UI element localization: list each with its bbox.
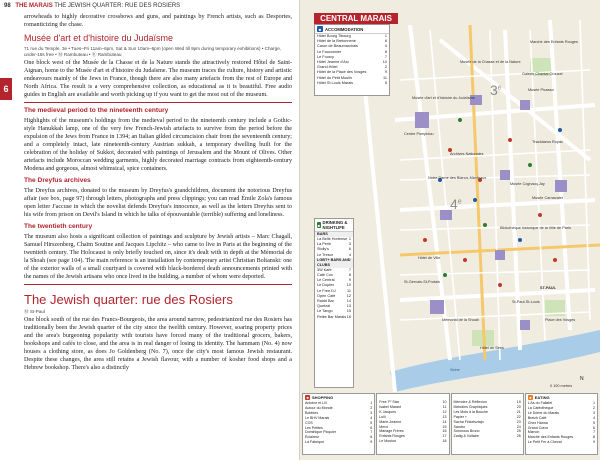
legend-entry-number: 4 bbox=[348, 252, 351, 257]
legend-entry-number: 16 bbox=[442, 429, 447, 434]
legend-entry-number: 23 bbox=[516, 419, 521, 424]
legend-entry-number: 4 bbox=[593, 415, 595, 420]
legend-entry-name: Miznon bbox=[527, 430, 540, 435]
legend-entry-number: 5 bbox=[593, 420, 595, 425]
legend-entry-number: 8 bbox=[384, 49, 387, 54]
legend-entry-number: 11 bbox=[383, 75, 387, 80]
lgbt-bar-entry bbox=[315, 315, 353, 320]
legend-shopping-header: SHOPPING bbox=[312, 395, 334, 400]
label-seine: Seine bbox=[450, 368, 460, 372]
legend-entry-number: 3 bbox=[370, 410, 373, 415]
legend-entry-name: Bobbies bbox=[305, 410, 318, 415]
legend-entry-number: 19 bbox=[516, 400, 521, 404]
legend-entry-name: La Belle Hortense bbox=[317, 237, 348, 241]
legend-entry-name: Quetzal bbox=[317, 304, 331, 309]
legend-shopping-2 bbox=[376, 393, 449, 455]
legend-eating bbox=[525, 393, 598, 455]
legend-entry-number: 6 bbox=[370, 425, 373, 430]
legend-entry-number: 8 bbox=[370, 435, 373, 440]
legend-entry-name: La Fabrique bbox=[305, 440, 325, 445]
quarter-text: One block south of the rue des Francs-Bourgeois, the area around narrow, pedestrianized rue des Rosiers has traditionally been the Jewish quarter of the city since the twelfth century. However, soaring property prices and the area's burgeoning popularity with tourists have forced many of the traditional grocers, bakers, bookshops and cafés to close, and the area is in real danger of losing its identity. The hammam (No. 4) now houses a clothing store, as does Jo Goldenberg (No. 7), once the city's most famous Jewish restaurant. Despite these changes, the area still retains a Jewish flavour, with a number of kosher food shops and a Hebrew bookshop. There's also a distinctly bbox=[24, 317, 292, 372]
label-cognacq: Musée Cognacq-Jay bbox=[510, 182, 545, 186]
legend-entry-number: 10 bbox=[382, 60, 387, 65]
legend-entry-name: Breizh Café bbox=[527, 415, 547, 420]
legend-entry-name: Sacha Finkelsztajn bbox=[453, 419, 484, 424]
bottom-legend bbox=[302, 393, 598, 455]
arrondissement-3: 3e bbox=[490, 82, 502, 98]
legend-entry-number: 12 bbox=[442, 409, 447, 414]
legend-entry-number: 1 bbox=[593, 401, 595, 405]
medieval-heading: The medieval period to the nineteenth century bbox=[24, 107, 169, 115]
label-notre-dame: Notre-Dame des Blancs-Manteaux bbox=[428, 176, 487, 180]
museum-info: 71 rue du Temple, 3e • Tues–Fri 11am–6pm, Sat & Sun 10am–6pm (open Wed till 9pm during temporary exhibitions) • Charge, under-18s free • Ⓜ Rambuteau • Ⓡ Rambuteau bbox=[24, 45, 282, 57]
legend-entry-name: Sandro bbox=[453, 424, 466, 429]
legend-entry-number: 1 bbox=[384, 34, 387, 38]
shopping-entry bbox=[452, 434, 523, 439]
legend-entry-number: 7 bbox=[348, 267, 351, 272]
legend-shopping-3 bbox=[451, 393, 524, 455]
glass-icon: ■ bbox=[317, 222, 320, 228]
label-hotel-de-ville: Hôtel de Ville bbox=[418, 256, 441, 260]
legend-entry-number: 14 bbox=[442, 419, 447, 424]
legend-entry-name: K Jacques bbox=[379, 409, 397, 414]
label-bibliotheque: Bibliothèque historique de la Ville de Paris bbox=[500, 226, 571, 230]
legend-entry-number: 22 bbox=[516, 414, 521, 419]
legend-entry-name: Sonorous Bruno bbox=[453, 429, 480, 434]
legend-entry-name: Dominique Picquier bbox=[305, 430, 337, 435]
legend-entry-name: Café Cox bbox=[317, 273, 333, 278]
legend-entry-number: 7 bbox=[384, 54, 387, 59]
legend-entry-number: 1 bbox=[370, 401, 373, 405]
label-centre-pompidou: Centre Pompidou bbox=[404, 132, 434, 136]
legend-entry-number: 4 bbox=[370, 415, 373, 420]
legend-entry-number: 9 bbox=[384, 70, 387, 75]
legend-entry-name: Grand Cœur bbox=[527, 425, 548, 430]
legend-entry-name: Le Mouton bbox=[379, 439, 397, 444]
divider bbox=[24, 284, 292, 285]
legend-entry-name: Marché des Enfants Rouges bbox=[527, 435, 574, 440]
bed-icon: ■ bbox=[318, 26, 322, 32]
legend-entry-number: 13 bbox=[346, 304, 351, 309]
legend-entry-number: 17 bbox=[442, 434, 447, 439]
legend-entry-name: Le Central bbox=[317, 278, 335, 283]
legend-accommodation-header: ACCOMMODATION bbox=[325, 26, 364, 32]
label-memorial: Mémorial de la Shoah bbox=[442, 318, 479, 322]
legend-entry-number: 15 bbox=[346, 309, 351, 314]
legend-entry-name: Mémoire & Réflexion bbox=[453, 400, 487, 404]
legend-entry-name: Hôtel de la Place des Vosges bbox=[317, 70, 367, 75]
legend-entry-name: Mariage Frères bbox=[379, 429, 404, 434]
label-musee-picasso: Musée Picasso bbox=[528, 88, 554, 92]
legend-entry-name: Hôtel Bourg Tibourg bbox=[317, 34, 351, 38]
chapter-tab: 6 bbox=[0, 78, 12, 100]
legend-entry-number: 8 bbox=[348, 273, 351, 278]
label-enfants-rouges: Marché des Enfants Rouges bbox=[530, 40, 578, 44]
label-musee-chasse: Musée de la Chasse et de la Nature bbox=[460, 60, 521, 64]
legend-entry-name: Melodies Graphiques bbox=[453, 404, 488, 409]
legend-entry-number: 9 bbox=[348, 278, 351, 283]
legend-entry-name: Hôtel St Louis Marais bbox=[317, 80, 354, 85]
label-archives: Archives Nationales bbox=[450, 152, 484, 156]
legend-entry-name: Papier + bbox=[453, 414, 467, 419]
museum-intro: One block west of the Musée de la Chasse et de la Nature stands the attractively restored Hôtel de Saint-Aignan, home to the Musée d'art et d'histoire du Judaïsme. The museum traces the culture, history and artistic endeavours mainly of the Jews in France, though there are also many artefacts from the rest of Europe and North Africa. The result is a very comprehensive collection, as educational as it is beautiful. Free audio guides in English are available and worth picking up if you want to get the most out of the museum. bbox=[24, 60, 292, 99]
legend-entry-name: L'As du Fallafel bbox=[527, 401, 553, 405]
legend-entry-number: 18 bbox=[442, 439, 447, 444]
legend-entry-number: 10 bbox=[442, 400, 447, 404]
legend-entry-name: Le Fauconnier bbox=[317, 49, 342, 54]
legend-entry-name: Lulli bbox=[379, 414, 386, 419]
twentieth-heading: The twentieth century bbox=[24, 222, 93, 230]
legend-entry-name: Le Tango bbox=[317, 309, 333, 314]
accommodation-entry bbox=[315, 81, 389, 86]
map-scale: 0 100 metres bbox=[550, 384, 573, 388]
legend-entry-name: Les Petites bbox=[305, 425, 323, 430]
museum-heading: Musée d'art et d'histoire du Judaïsme bbox=[24, 33, 174, 44]
legend-entry-number: 11 bbox=[442, 404, 447, 409]
legend-entry-name: Isabel Marant bbox=[379, 404, 402, 409]
legend-entry-number: 5 bbox=[370, 420, 373, 425]
bag-icon: ■ bbox=[306, 395, 309, 400]
legend-lgbt-sub: LGBT+ BARS AND CLUBS bbox=[315, 258, 353, 268]
legend-accommodation bbox=[314, 24, 390, 96]
legend-entry-name: Autour du Monde bbox=[305, 405, 333, 410]
intro-paragraph: arrowheads to highly decorative crossbows and guns, and paintings by French artists, such as Desportes, romanticizing the chase. bbox=[24, 14, 292, 29]
legend-entry-number: 14 bbox=[346, 299, 351, 304]
legend-entry-name: Les Mots à la Bouche bbox=[453, 409, 489, 414]
legend-entry-number: 6 bbox=[384, 39, 387, 44]
section-title: THE MARAIS bbox=[15, 3, 53, 9]
legend-entry-number: 7 bbox=[593, 430, 595, 435]
legend-entry-name: Le Petit Fer à Cheval bbox=[527, 440, 562, 445]
label-st-gervais: St-Gervais-St-Protais bbox=[404, 280, 440, 284]
legend-entry-name: Free 'P' Star bbox=[379, 400, 399, 404]
label-carnavalet: Musée Carnavalet bbox=[532, 196, 563, 200]
shopping-entry bbox=[377, 439, 448, 444]
legend-entry-name: COS bbox=[305, 420, 313, 425]
legend-entry-number: 2 bbox=[593, 405, 595, 410]
legend-eating-header: EATING bbox=[534, 395, 550, 400]
legend-entry-name: Caron de Beaumarchais bbox=[317, 44, 358, 49]
map-title: CENTRAL MARAIS bbox=[314, 13, 398, 24]
legend-entry-name: Hôtel du Petit Moulin bbox=[317, 75, 353, 80]
legend-entry-number: 15 bbox=[442, 424, 447, 429]
fork-knife-icon: ■ bbox=[529, 395, 532, 400]
legend-entry-name: Petite Bar Marais bbox=[317, 314, 347, 319]
legend-entry-name: Éclaireur bbox=[305, 435, 320, 440]
legend-entry-name: Raidd Bar bbox=[317, 299, 334, 304]
legend-entry-number: 6 bbox=[348, 247, 351, 252]
eating-entry bbox=[526, 440, 597, 445]
twentieth-text: The museum also hosts a significant collection of paintings and sculpture by Jewish artists – Marc Chagall, Samuel Hirszenberg, Chaïm Soutine and Jacques Lipchitz – who came to live in Paris at the beginning of the twentieth century. The Holocaust is only briefly touched on, since it's dealt with in depth at the Mémorial de la Shoah (see page 104). The main reference is an installation by contemporary artist Christian Boltanski: one of the exterior walls of a small courtyard is covered with black-bordered death announcements printed with the names of the Jewish artisans who once lived in the building, a number of whom were deported. bbox=[24, 233, 292, 280]
legend-entry-number: 2 bbox=[384, 65, 387, 70]
legend-entry-number: 16 bbox=[346, 314, 351, 319]
legend-entry-number: 3 bbox=[593, 410, 595, 415]
shopping-entry bbox=[303, 440, 374, 445]
legend-entry-name: Le Free DJ bbox=[317, 288, 336, 293]
quarter-heading: The Jewish quarter: rue des Rosiers bbox=[24, 291, 233, 307]
legend-entry-number: 8 bbox=[593, 435, 595, 440]
legend-entry-number: 25 bbox=[516, 429, 521, 434]
compass-north: N bbox=[580, 376, 584, 382]
legend-entry-name: 3W Kafé bbox=[317, 267, 332, 272]
legend-entry-number: 10 bbox=[346, 283, 351, 288]
label-galerie: Galerie Chantal Crousel bbox=[522, 72, 563, 76]
legend-entry-number: 1 bbox=[348, 237, 351, 241]
legend-entry-number: 9 bbox=[593, 440, 595, 445]
legend-entry-number: 11 bbox=[347, 288, 351, 293]
legend-entry-number: 5 bbox=[384, 80, 387, 85]
legend-entry-number: 2 bbox=[370, 405, 373, 410]
legend-entry-number: 26 bbox=[516, 434, 521, 439]
label-place-vosges: Place des Vosges bbox=[545, 318, 576, 322]
legend-entry-number: 9 bbox=[370, 440, 373, 445]
legend-entry-name: Open Café bbox=[317, 293, 336, 298]
legend-entry-name: Le Dôme du Marais bbox=[527, 410, 560, 415]
legend-entry-name: Hôtel Jeanne d'Arc bbox=[317, 60, 349, 65]
legend-bars-sub: BARS bbox=[315, 232, 353, 237]
legend-entry-number: 13 bbox=[442, 414, 447, 419]
legend-entry-name: La Caféothèque bbox=[527, 405, 554, 410]
right-page-map bbox=[300, 0, 600, 460]
legend-entry-number: 6 bbox=[593, 425, 595, 430]
legend-entry-name: Le Duplex bbox=[317, 283, 335, 288]
subsection-title: THE JEWISH QUARTER: RUE DES ROSIERS bbox=[54, 3, 181, 9]
legend-entry-name: Grand Hôtel bbox=[317, 65, 338, 70]
dreyfus-heading: The Dreyfus archives bbox=[24, 177, 91, 185]
arrondissement-4: 4e bbox=[450, 196, 462, 212]
running-head bbox=[4, 3, 180, 9]
legend-entry-name: Enfants Rouges bbox=[379, 434, 405, 439]
medieval-text: Highlights of the museum's holdings from the medieval period to the nineteenth century include a Gothic-style Hanukkah lamp, one of the very few French-Jewish artefacts to survive from the period before the expulsion of the Jews from France in 1394; an Italian gilded circumcision chair from the seventeenth century; and a completely intact, late nineteenth-century Austrian sukkah, a temporary dwelling built for the celebration of the holiday of Sukkot, decorated with paintings of Jerusalem and the Mount of Olives. Other artefacts include Moroccan wedding garments, highly decorated marriage contracts from eighteenth-century Modena and gorgeous, almost whimsical, spice containers. bbox=[24, 117, 292, 173]
legend-entry-name: Le Fourcy bbox=[317, 54, 334, 59]
legend-entry-number: 12 bbox=[346, 293, 351, 298]
label-thaddaeus: Thaddaeus Ropac bbox=[532, 140, 564, 144]
legend-entry-number: 24 bbox=[516, 424, 521, 429]
label-mahj: Musée d'art et d'histoire du Judaïsme bbox=[412, 96, 475, 100]
divider bbox=[24, 102, 292, 103]
legend-entry-name: La Perle bbox=[317, 242, 332, 247]
legend-entry-number: 20 bbox=[516, 404, 521, 409]
legend-entry-name: Zadig & Voltaire bbox=[453, 434, 479, 439]
quarter-info: Ⓜ St-Paul bbox=[24, 309, 45, 315]
legend-entry-number: 21 bbox=[516, 409, 521, 414]
dreyfus-text: The Dreyfus archives, donated to the museum by Dreyfus's grandchildren, document the notorious Dreyfus affair (see box, page 97) through letters, photographs and press clippings; you can read Émile Zola's famous open letter J'accuse in which the novelist defends Dreyfus's innocence, as well as the letters Dreyfus sent to his wife from prison on Devil's Island in which he talks of épouvantable (terrible) suffering and loneliness. bbox=[24, 187, 292, 218]
legend-drinking bbox=[314, 218, 354, 388]
label-st-paul-church: St-Paul-St-Louis bbox=[512, 300, 540, 304]
page-number: 98 bbox=[4, 3, 11, 9]
legend-entry-name: Chez Hanna bbox=[527, 420, 548, 425]
label-st-paul-metro: ST-PAUL bbox=[540, 286, 556, 290]
legend-entry-number: 4 bbox=[384, 44, 387, 49]
legend-entry-name: Antoine et Lili bbox=[305, 401, 327, 405]
legend-entry-name: Merci bbox=[379, 424, 389, 429]
legend-entry-name: Hôtel de la Bretonnerie bbox=[317, 39, 356, 44]
legend-entry-name: Le BHV Marais bbox=[305, 415, 330, 420]
legend-shopping-1 bbox=[302, 393, 375, 455]
legend-entry-number: 3 bbox=[348, 242, 351, 247]
legend-entry-name: Le Trésor bbox=[317, 252, 334, 257]
label-hotel-sens: Hôtel de Sens bbox=[480, 346, 504, 350]
legend-entry-name: Stolly's bbox=[317, 247, 329, 252]
legend-entry-number: 7 bbox=[370, 430, 373, 435]
body-column bbox=[24, 13, 292, 374]
legend-drinking-header: DRINKING & NIGHTLIFE bbox=[322, 220, 348, 230]
legend-entry-name: Marie-Jeanne bbox=[379, 419, 402, 424]
